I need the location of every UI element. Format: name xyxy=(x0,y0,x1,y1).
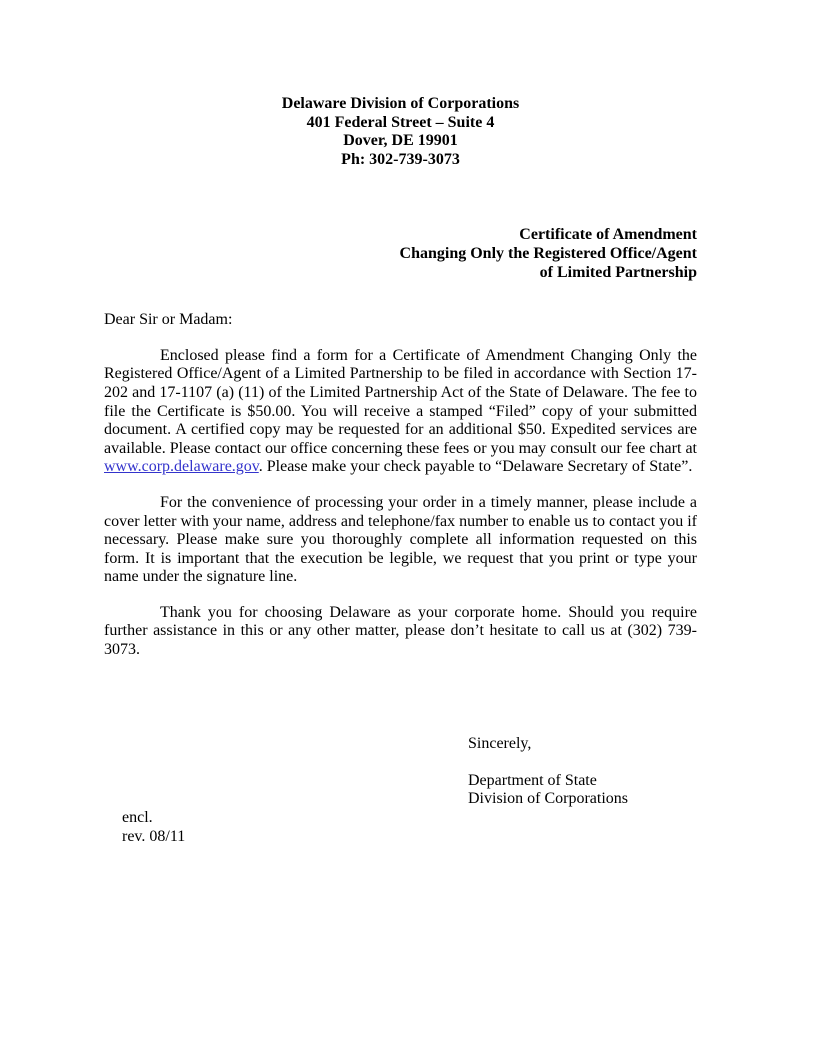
fee-chart-link[interactable]: www.corp.delaware.gov xyxy=(104,458,259,476)
letterhead-city: Dover, DE 19901 xyxy=(343,132,458,150)
closing-department: Department of State xyxy=(468,771,597,789)
paragraph-1-text-before-link: Enclosed please find a form for a Certificate of Amendment Changing Only the Registered Office/Agent of a Limited Partnership to be filed in accordance with Section 17-202 and 17-1107 (a) (11) of the Limited Partnership Act of the State of Delaware. The fee to file the Certificate is $50.00. You will receive a stamped “Filed” copy of your submitted document. A certified copy may be requested for an additional $50. Expedited services are available. Please contact our office concerning these fees or you may consult our fee chart at xyxy=(104,346,697,457)
letterhead xyxy=(104,95,697,169)
closing-division: Division of Corporations xyxy=(468,790,628,808)
paragraph-cover-letter: For the convenience of processing your order in a timely manner, please include a cover letter with your name, address and telephone/fax number to enable us to contact you if necessary. Please make sure you thoroughly complete all information requested on this form. It is important that the execution be legible, we request that you print or type your name under the signature line. xyxy=(104,493,697,586)
closing-sincerely: Sincerely, xyxy=(468,734,532,752)
revision-notation: rev. 08/11 xyxy=(122,827,186,845)
document-title-line-1: Certificate of Amendment xyxy=(519,226,697,244)
paragraph-1-text-after-link: . Please make your check payable to “Delaware Secretary of State”. xyxy=(258,458,693,476)
letterhead-street: 401 Federal Street – Suite 4 xyxy=(306,113,495,131)
paragraph-enclosed-form xyxy=(104,347,697,477)
enclosure-notation: encl. xyxy=(122,809,153,827)
document-title-line-3: of Limited Partnership xyxy=(539,263,697,281)
signature-spacer xyxy=(468,753,697,772)
letterhead-phone: Ph: 302-739-3073 xyxy=(341,150,460,168)
letterhead-org: Delaware Division of Corporations xyxy=(281,95,520,112)
document-title xyxy=(104,226,697,282)
signature-block xyxy=(468,735,697,809)
footer-notations xyxy=(122,809,697,846)
paragraph-thank-you: Thank you for choosing Delaware as your corporate home. Should you require further assistance in this or any other matter, please don’t hesitate to call us at (302) 739-3073. xyxy=(104,603,697,659)
document-title-line-2: Changing Only the Registered Office/Agent xyxy=(399,244,697,262)
salutation: Dear Sir or Madam: xyxy=(104,311,233,329)
